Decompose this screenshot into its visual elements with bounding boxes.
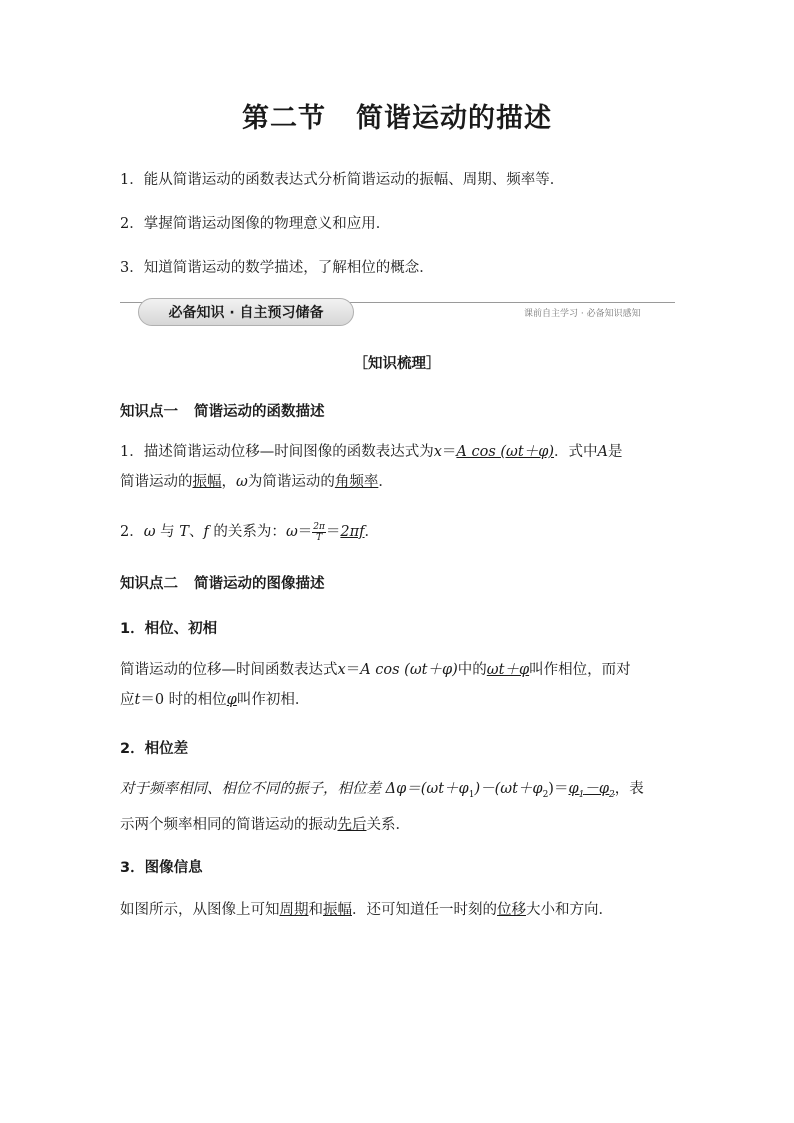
var-omega: ω bbox=[285, 524, 298, 540]
text: ，表 bbox=[614, 781, 644, 797]
answer-phase: ωt＋φ bbox=[486, 662, 530, 678]
title-topic: 简谐运动的描述 bbox=[356, 103, 552, 134]
kp1-topic: 简谐运动的函数描述 bbox=[194, 404, 325, 420]
fraction-numerator: 2π bbox=[313, 521, 325, 532]
var-omega: ω bbox=[236, 474, 248, 490]
subscript: 1 bbox=[578, 789, 585, 800]
text: 是 bbox=[608, 444, 623, 460]
text: 与 bbox=[155, 524, 180, 540]
answer-period: 周期 bbox=[279, 902, 309, 918]
fraction bbox=[312, 522, 326, 543]
var-x: x bbox=[433, 444, 442, 460]
text: ． bbox=[364, 524, 380, 540]
text: 如图所示，从图像上可知 bbox=[120, 902, 280, 918]
kp1-item-2 bbox=[120, 517, 676, 547]
kp1-label: 知识点一 bbox=[120, 404, 178, 420]
text: ．式中 bbox=[554, 444, 598, 460]
goal-1: 1．能从简谐运动的函数表达式分析简谐运动的振幅、周期、频率等． bbox=[120, 172, 565, 188]
text: 2． bbox=[120, 524, 144, 540]
text: 叫作相位，而对 bbox=[529, 662, 631, 678]
answer-2pif: 2πf bbox=[340, 524, 365, 540]
kp2-paragraph-1 bbox=[120, 655, 676, 715]
text: 叫作初相． bbox=[236, 692, 310, 708]
answer-amplitude: 振幅 bbox=[192, 474, 222, 490]
title-section-number: 第二节 bbox=[242, 103, 326, 134]
page-title bbox=[0, 96, 794, 135]
var-f: f bbox=[203, 524, 209, 540]
kp2-subheading-1: 1．相位、初相 bbox=[120, 621, 218, 637]
var-omega: ω bbox=[143, 524, 156, 540]
text: 中的 bbox=[457, 662, 487, 678]
text: 关系． bbox=[366, 816, 410, 833]
kp2-topic: 简谐运动的图像描述 bbox=[194, 576, 325, 592]
text: 、 bbox=[188, 524, 204, 540]
text: ． bbox=[378, 474, 393, 490]
text: 的关系为： bbox=[208, 524, 286, 540]
text: －φ bbox=[584, 781, 610, 797]
subscript: 1 bbox=[468, 789, 475, 800]
kp2-subheading-2: 2．相位差 bbox=[120, 741, 189, 757]
text: 1．描述简谐运动位移—时间图像的函数表达式为 bbox=[120, 444, 434, 460]
subscript: 2 bbox=[609, 789, 615, 800]
answer-phase-difference bbox=[568, 781, 615, 800]
banner-subtitle: 课前自主学习 · 必备知识感知 bbox=[524, 309, 641, 319]
subscript: 2 bbox=[542, 789, 549, 800]
text: )－(ωt＋φ bbox=[474, 781, 543, 797]
banner-label: 必备知识 · 自主预习储备 bbox=[168, 305, 324, 321]
text: ， bbox=[221, 474, 236, 490]
answer-order: 先后 bbox=[337, 816, 367, 833]
section-header: ［知识梳理］ bbox=[353, 356, 441, 372]
var-A: A bbox=[597, 444, 609, 460]
answer-formula: A cos (ωt＋φ) bbox=[456, 444, 555, 460]
answer-amplitude: 振幅 bbox=[323, 902, 352, 918]
goal-3: 3．知道简谐运动的数学描述，了解相位的概念． bbox=[120, 260, 434, 276]
text: 示两个频率相同的简谐运动的振动 bbox=[120, 816, 338, 833]
kp1-item-1 bbox=[120, 437, 676, 497]
text: 简谐运动的 bbox=[120, 474, 193, 490]
knowledge-point-1-title bbox=[120, 400, 325, 421]
kp2-paragraph-3 bbox=[120, 895, 676, 925]
text: 大小和方向． bbox=[526, 902, 613, 918]
text: 为简谐运动的 bbox=[247, 474, 335, 490]
fraction-denominator: T bbox=[316, 532, 323, 543]
kp2-subheading-3: 3．图像信息 bbox=[120, 860, 203, 876]
text: ＝ bbox=[441, 444, 457, 460]
kp2-paragraph-2 bbox=[120, 774, 676, 840]
text: ＝ bbox=[325, 524, 341, 540]
text: ＝ bbox=[297, 524, 313, 540]
answer-initial-phase: φ bbox=[226, 692, 237, 708]
answer-displacement: 位移 bbox=[497, 902, 526, 918]
text: 应 bbox=[120, 692, 135, 708]
kp2-label: 知识点二 bbox=[120, 576, 178, 592]
var-t: t bbox=[134, 692, 141, 708]
text: ＝ bbox=[345, 662, 361, 678]
text: 和 bbox=[308, 902, 323, 918]
text: )＝ bbox=[548, 781, 569, 797]
text: 对于频率相同、相位不同的振子，相位差 Δφ＝(ωt＋φ bbox=[120, 781, 469, 797]
answer-angular-frequency: 角频率 bbox=[334, 474, 379, 490]
text: φ bbox=[568, 781, 579, 797]
text: 简谐运动的位移—时间函数表达式 bbox=[120, 662, 338, 678]
goal-2: 2．掌握简谐运动图像的物理意义和应用． bbox=[120, 216, 391, 232]
text: ＝0 时的相位 bbox=[140, 692, 227, 708]
var-T: T bbox=[179, 524, 189, 540]
formula: A cos (ωt＋φ) bbox=[360, 662, 458, 678]
text: ．还可知道任一时刻的 bbox=[352, 902, 497, 918]
var-x: x bbox=[337, 662, 346, 678]
knowledge-point-2-title bbox=[120, 572, 325, 593]
